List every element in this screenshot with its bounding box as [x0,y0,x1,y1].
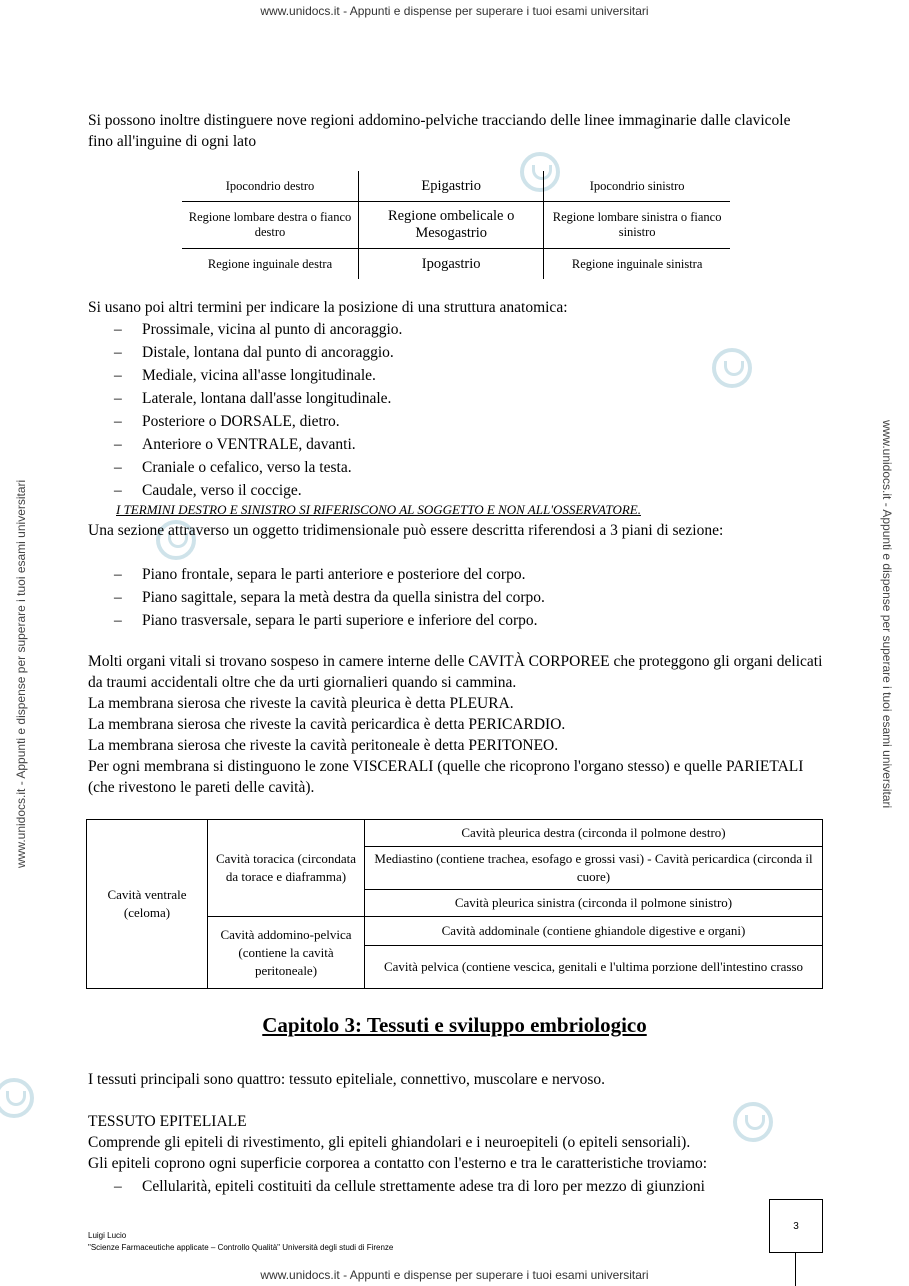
table-row [87,820,823,847]
table-cell: Cavità pleurica destra (circonda il polmone destro) [365,820,823,847]
epithelial-text: Comprende gli epiteli di rivestimento, gli epiteli ghiandolari e i neuroepiteli (o epiteli sensoriali). [88,1134,691,1151]
list-item: – Piano sagittale, separa la metà destra da quella sinistra del corpo. [114,589,545,606]
page-number-stem [795,1252,796,1286]
list-item: – Cellularità, epiteli costituiti da cellule strettamente adese tra di loro per mezzo di giunzioni [114,1178,705,1195]
pleura-line: La membrana sierosa che riveste la cavità pleurica è detta PLEURA. [88,695,514,712]
list-item: – Mediale, vicina all'asse longitudinale. [114,367,376,384]
watermark-footer: www.unidocs.it - Appunti e dispense per superare i tuoi esami universitari [260,1268,649,1282]
unidocs-logo-icon [0,1078,34,1118]
table-cell: Cavità addomino-pelvica (contiene la cavità peritoneale) [208,917,365,989]
table-cell: Regione ombelicale o Mesogastrio [359,202,544,249]
table-cell: Epigastrio [359,171,544,202]
list-item: – Piano frontale, separa le parti anteriore e posteriore del corpo. [114,566,526,583]
list-item: – Craniale o cefalico, verso la testa. [114,459,352,476]
membrane-zones-line: Per ogni membrana si distinguono le zone VISCERALI (quelle che ricoprono l'organo stesso) e quelle PARIETALI (che rivestono le pareti delle cavità). [88,758,804,796]
footer-course: "Scienze Farmaceutiche applicate – Controllo Qualità" Università degli studi di Firenze [88,1243,394,1252]
table-row [182,202,730,249]
peritoneum-line: La membrana sierosa che riveste la cavità peritoneale è detta PERITONEO. [88,737,559,754]
list-item: – Posteriore o DORSALE, dietro. [114,413,340,430]
watermark-header: www.unidocs.it - Appunti e dispense per superare i tuoi esami universitari [260,4,649,18]
list-item: – Distale, lontana dal punto di ancoraggio. [114,344,394,361]
watermark-side-left: www.unidocs.it - Appunti e dispense per superare i tuoi esami universitari [14,479,28,868]
abdominal-regions-table [182,171,730,279]
table-cell: Cavità addominale (contiene ghiandole digestive e organi) [365,917,823,946]
epithelial-heading: TESSUTO EPITELIALE [88,1113,247,1130]
cavities-paragraph: Molti organi vitali si trovano sospeso in camere interne delle CAVITÀ CORPOREE che proteggono gli organi delicati da traumi accidentali oltre che da urti giornalieri quando si cammina. [88,653,823,691]
table-cell: Cavità pelvica (contiene vescica, genitali e l'ultima porzione dell'intestino crasso [365,946,823,989]
table-cell: Cavità ventrale (celoma) [87,820,208,989]
table-cell: Ipogastrio [359,249,544,280]
table-cell: Regione lombare destra o fianco destro [182,202,359,249]
unidocs-logo-icon [712,348,752,388]
tissues-intro: I tessuti principali sono quattro: tessuto epiteliale, connettivo, muscolare e nervoso. [88,1071,605,1088]
epithelial-text: Gli epiteli coprono ogni superficie corporea a contatto con l'esterno e tra le caratteristiche troviamo: [88,1155,708,1172]
table-cell: Cavità pleurica sinistra (circonda il polmone sinistro) [365,890,823,917]
list-item: – Piano trasversale, separa le parti superiore e inferiore del corpo. [114,612,538,629]
table-cell: Ipocondrio destro [182,171,359,202]
intro-paragraph: Si possono inoltre distinguere nove regioni addomino-pelviche tracciando delle linee immaginarie dalle clavicole fino all'inguine di ogni lato [88,112,791,150]
body-cavities-table [86,819,823,989]
table-cell: Regione inguinale destra [207,256,333,271]
section-intro: Una sezione attraverso un oggetto tridimensionale può essere descritta riferendosi a 3 piani di sezione: [88,522,724,539]
watermark-side-right: www.unidocs.it - Appunti e dispense per superare i tuoi esami universitari [880,420,894,809]
footer-author: Luigi Lucio [88,1231,127,1240]
table-cell: Ipocondrio sinistro [544,171,730,202]
orientation-note: I TERMINI DESTRO E SINISTRO SI RIFERISCONO AL SOGGETTO E NON ALL'OSSERVATORE. [116,502,641,517]
table-cell: Regione inguinale sinistra [571,256,703,271]
page-number: 3 [769,1199,823,1253]
table-row [182,249,730,280]
table-row [182,171,730,202]
pericardium-line: La membrana sierosa che riveste la cavità pericardica è detta PERICARDIO. [88,716,566,733]
position-intro: Si usano poi altri termini per indicare la posizione di una struttura anatomica: [88,299,568,316]
list-item: – Laterale, lontana dall'asse longitudinale. [114,390,392,407]
table-cell: Cavità toracica (circondata da torace e diaframma) [208,820,365,917]
table-cell: Mediastino (contiene trachea, esofago e grossi vasi) - Cavità pericardica (circonda il cuore) [365,847,823,890]
list-item: – Prossimale, vicina al punto di ancoraggio. [114,321,403,338]
table-cell: Regione lombare sinistra o fianco sinistro [544,202,730,249]
list-item: – Caudale, verso il coccige. [114,482,302,499]
list-item: – Anteriore o VENTRALE, davanti. [114,436,356,453]
chapter-title: Capitolo 3: Tessuti e sviluppo embriologico [262,1013,647,1037]
